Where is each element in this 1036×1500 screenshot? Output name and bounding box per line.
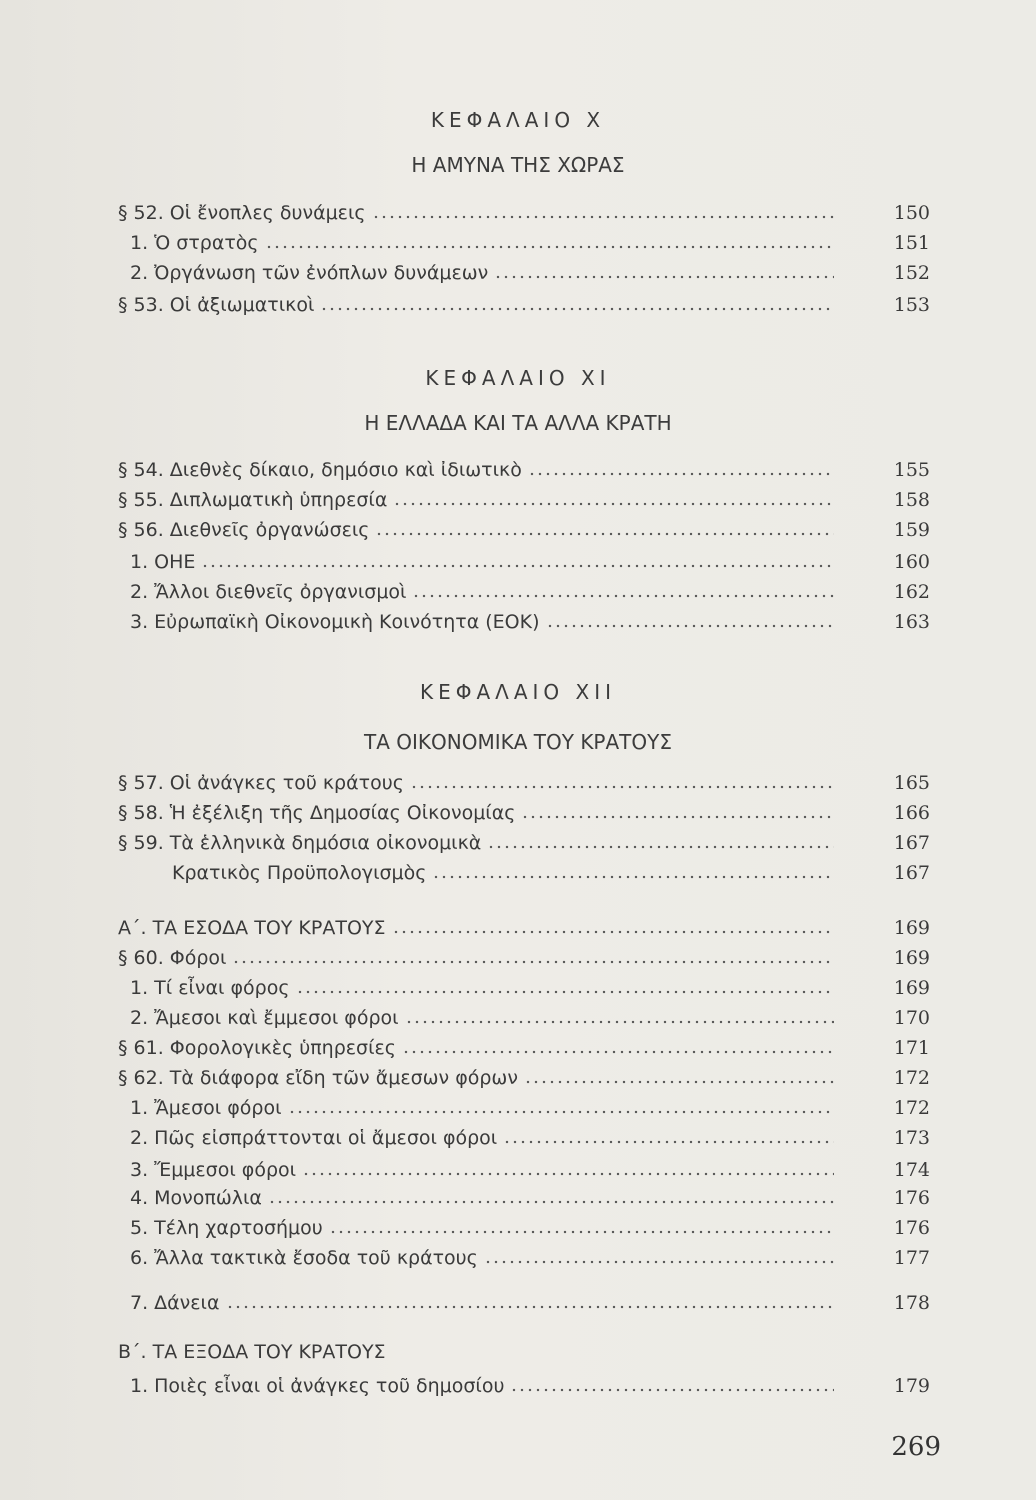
entry-title: Ἄμεσοι καὶ ἔμμεσοι φόροι (154, 1007, 399, 1029)
entry-number: § 61. (118, 1037, 164, 1059)
toc-entry (118, 517, 930, 543)
entry-page: 172 (893, 1067, 930, 1089)
entry-title: Ὀργάνωση τῶν ἐνόπλων δυνάμεων (154, 262, 489, 284)
chapter-title: ΤΑ ΟΙΚΟΝΟΜΙΚΑ ΤΟΥ ΚΡΑΤΟΥΣ (364, 730, 672, 754)
dot-leader (503, 1139, 834, 1145)
entry-title: Δάνεια (154, 1292, 220, 1314)
entry-number: § 56. (118, 519, 164, 541)
dot-leader (487, 844, 834, 850)
entry-number: § 59. (118, 832, 164, 854)
entry-title: Τὰ ἑλληνικὰ δημόσια οἰκονομικὰ (169, 832, 482, 854)
entry-page: 160 (893, 551, 930, 573)
entry-number: § 62. (118, 1067, 164, 1089)
dot-leader (510, 1387, 834, 1393)
entry-number: 5. (130, 1217, 149, 1239)
toc-entry (166, 860, 930, 886)
toc-entry (130, 1215, 930, 1241)
toc-entry (130, 260, 930, 286)
dot-leader (226, 1304, 835, 1310)
entry-title: Ἡ ἐξέλιξη τῆς Δημοσίας Οἰκονομίας (169, 802, 516, 824)
entry-number: 1. (130, 1097, 149, 1119)
entry-title: Οἱ ἀξιωματικοὶ (169, 294, 315, 316)
entry-title: Ἄλλα τακτικὰ ἔσοδα τοῦ κράτους (154, 1247, 478, 1269)
dot-leader (375, 531, 834, 537)
chapter-label: ΚΕΦΑΛΑΙΟ XII (419, 680, 617, 704)
entry-number: 2. (130, 1007, 149, 1029)
entry-title: Ἄμεσοι φόροι (154, 1097, 282, 1119)
entry-number: 6. (130, 1247, 149, 1269)
entry-page: 165 (893, 772, 930, 794)
entry-page: 169 (893, 977, 930, 999)
entry-title: Ἄλλοι διεθνεῖς ὀργανισμοὶ (154, 581, 407, 603)
entry-page: 162 (893, 581, 930, 603)
entry-title: Τί εἶναι φόρος (154, 977, 290, 999)
entry-title: Πῶς εἰσπράττονται οἱ ἄμεσοι φόροι (154, 1127, 498, 1149)
entry-page: 170 (893, 1007, 930, 1029)
entry-page: 153 (893, 294, 930, 316)
entry-page: 159 (893, 519, 930, 541)
entry-title: Α΄. ΤΑ ΕΣΟΔΑ ΤΟΥ ΚΡΑΤΟΥΣ (118, 917, 386, 939)
entry-page: 177 (893, 1247, 930, 1269)
entry-title: Εὐρωπαϊκὴ Οἰκονομικὴ Κοινότητα (ΕΟΚ) (154, 611, 540, 633)
toc-entry (130, 549, 930, 575)
entry-page: 179 (893, 1375, 930, 1397)
toc-entry (130, 1125, 930, 1151)
entry-page: 171 (893, 1037, 930, 1059)
dot-leader (320, 306, 834, 312)
entry-title: Οἱ ἔνοπλες δυνάμεις (169, 202, 366, 224)
dot-leader (288, 1109, 834, 1115)
entry-page: 166 (893, 802, 930, 824)
toc-entry (130, 1095, 930, 1121)
dot-leader (268, 1199, 834, 1205)
dot-leader (393, 501, 834, 507)
toc-entry (130, 1373, 930, 1399)
entry-number: 2. (130, 581, 149, 603)
entry-page: 169 (893, 917, 930, 939)
entry-title: Ἔμμεσοι φόροι (154, 1159, 297, 1181)
toc-entry (130, 579, 930, 605)
entry-title: Β΄. ΤΑ ΕΞΟΔΑ ΤΟΥ ΚΡΑΤΟΥΣ (118, 1341, 386, 1363)
dot-leader (372, 214, 834, 220)
entry-page: 173 (893, 1127, 930, 1149)
dot-leader (265, 244, 834, 250)
entry-number: § 57. (118, 772, 164, 794)
dot-leader (528, 471, 834, 477)
toc-entry (118, 830, 930, 856)
chapter-title: Η ΕΛΛΑΔΑ ΚΑΙ ΤΑ ΑΛΛΑ ΚΡΑΤΗ (364, 411, 672, 435)
entry-page: 152 (893, 262, 930, 284)
toc-entry (130, 1245, 930, 1271)
dot-leader (432, 874, 834, 880)
toc-entry (130, 230, 930, 256)
entry-page: 167 (893, 862, 930, 884)
entry-page: 176 (893, 1187, 930, 1209)
entry-number: 3. (130, 1159, 149, 1181)
entry-title: Φορολογικὲς ὑπηρεσίες (169, 1037, 396, 1059)
entry-title: ΟΗΕ (154, 551, 196, 573)
toc-entry (118, 1035, 930, 1061)
dot-leader (405, 1019, 834, 1025)
entry-page: 155 (893, 459, 930, 481)
dot-leader (201, 563, 834, 569)
entry-title: Φόροι (169, 947, 227, 969)
entry-page: 172 (893, 1097, 930, 1119)
entry-title: Τὰ διάφορα εἴδη τῶν ἄμεσων φόρων (169, 1067, 518, 1089)
entry-number: 1. (130, 977, 149, 999)
entry-title: Ποιὲς εἶναι οἱ ἀνάγκες τοῦ δημοσίου (154, 1375, 505, 1397)
toc-entry (130, 1005, 930, 1031)
entry-title: Διεθνὲς δίκαιο, δημόσιο καὶ ἰδιωτικὸ (169, 459, 522, 481)
toc-entry (130, 1290, 930, 1316)
toc-entry (118, 487, 930, 513)
entry-number: 1. (130, 551, 149, 573)
dot-leader (296, 989, 834, 995)
entry-page: 150 (893, 202, 930, 224)
entry-title: Κρατικὸς Προϋπολογισμὸς (172, 862, 427, 884)
entry-page: 169 (893, 947, 930, 969)
entry-number: § 55. (118, 489, 164, 511)
dot-leader (494, 274, 834, 280)
dot-leader (484, 1259, 834, 1265)
entry-number: 2. (130, 1127, 149, 1149)
entry-title: Διπλωματικὴ ὑπηρεσία (169, 489, 388, 511)
toc-entry (118, 945, 930, 971)
toc-entry (118, 800, 930, 826)
toc-entry (118, 770, 930, 796)
toc-entry (118, 292, 930, 318)
entry-page: 178 (893, 1292, 930, 1314)
entry-number: § 60. (118, 947, 164, 969)
entry-number: § 53. (118, 294, 164, 316)
entry-page: 158 (893, 489, 930, 511)
entry-number: 1. (130, 232, 149, 254)
entry-title: Ὁ στρατὸς (154, 232, 259, 254)
chapter-label: ΚΕΦΑΛΑΙΟ XI (425, 366, 611, 390)
entry-title: Διεθνεῖς ὀργανώσεις (169, 519, 370, 541)
chapter-title: Η ΑΜΥΝΑ ΤΗΣ ΧΩΡΑΣ (411, 153, 625, 177)
toc-section-heading (118, 915, 930, 941)
dot-leader (402, 1049, 834, 1055)
page-number: 269 (891, 1432, 941, 1462)
toc-entry (130, 975, 930, 1001)
entry-title: Τέλη χαρτοσήμου (154, 1217, 323, 1239)
toc-entry (130, 1185, 930, 1211)
entry-number: 2. (130, 262, 149, 284)
dot-leader (521, 814, 834, 820)
toc-entry (130, 1157, 930, 1183)
toc-entry (118, 200, 930, 226)
entry-number: 7. (130, 1292, 149, 1314)
entry-number: 1. (130, 1375, 149, 1397)
dot-leader (410, 784, 834, 790)
toc-entry (118, 457, 930, 483)
entry-page: 163 (893, 611, 930, 633)
dot-leader (392, 929, 834, 935)
chapter-label: ΚΕΦΑΛΑΙΟ X (430, 108, 606, 132)
dot-leader (302, 1171, 834, 1177)
dot-leader (524, 1079, 834, 1085)
entry-page: 176 (893, 1217, 930, 1239)
entry-number: § 58. (118, 802, 164, 824)
dot-leader (232, 959, 834, 965)
entry-title: Οἱ ἀνάγκες τοῦ κράτους (169, 772, 404, 794)
dot-leader (329, 1229, 834, 1235)
toc-entry (130, 609, 930, 635)
dot-leader (412, 593, 834, 599)
entry-number: § 54. (118, 459, 164, 481)
toc-entry (118, 1065, 930, 1091)
entry-number: § 52. (118, 202, 164, 224)
entry-title: Μονοπώλια (154, 1187, 262, 1209)
entry-number: 3. (130, 611, 149, 633)
entry-page: 174 (893, 1159, 930, 1181)
entry-page: 151 (893, 232, 930, 254)
entry-page: 167 (893, 832, 930, 854)
toc-section-heading (118, 1339, 930, 1365)
dot-leader (546, 623, 834, 629)
entry-number: 4. (130, 1187, 149, 1209)
